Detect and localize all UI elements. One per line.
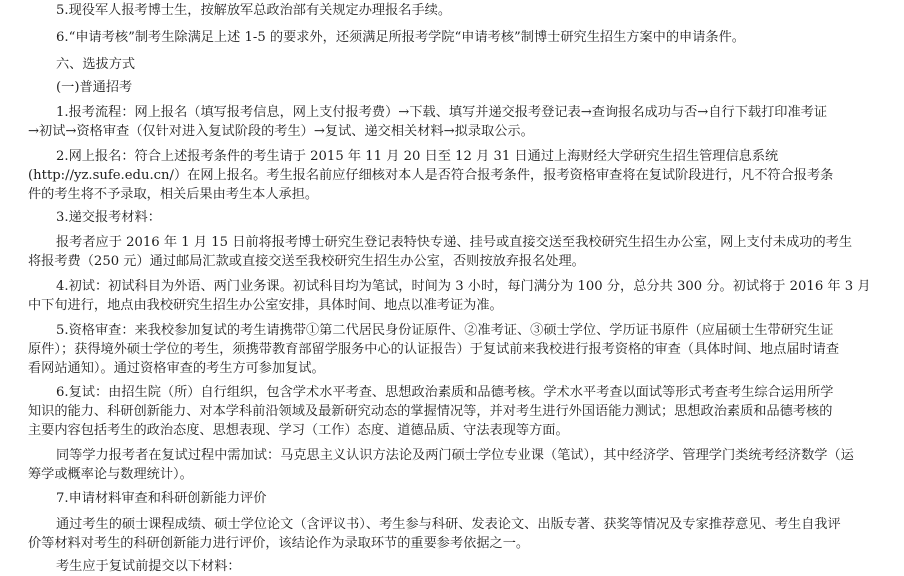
text-line: 报考者应于 2016 年 1 月 15 日前将报考博士研究生登记表特快专递、挂号或直接交送至我校研究生招生办公室，网上支付未成功的考生: [56, 235, 853, 250]
text-line: 知识的能力、科研创新能力、对本学科前沿领域及最新研究动态的掌握情况等，并对考生进行外国语能力测试；思想政治素质和品德考核的: [28, 404, 833, 419]
text-line: 原件）；获得境外硕士学位的考生，须携带教育部留学服务中心的认证报告）于复试前来我校进行报考资格的审查（具体时间、地点届时请查: [28, 342, 840, 357]
text-line: 6.复试：由招生院（所）自行组织，包含学术水平考查、思想政治素质和品德考核。学术水平考查以面试等形式考查考生综合运用所学: [56, 385, 834, 400]
text-line: 考生应于复试前提交以下材料：: [56, 559, 241, 574]
text-line: (http://yz.sufe.edu.cn/）在网上报名。考生报名前应仔细核对本人是否符合报考条件，报考资格审查将在复试阶段进行，凡不符合报考条: [28, 168, 834, 183]
text-line: 6.“申请考核”制考生除满足上述 1-5 的要求外，还须满足所报考学院“申请考核”制博士研究生招生方案中的申请条件。: [56, 30, 745, 45]
text-line: 5.资格审查：来我校参加复试的考生请携带①第二代居民身份证原件、②准考证、③硕士学位、学历证书原件（应届硕士生带研究生证: [56, 323, 834, 338]
text-line: 筹学或概率论与数理统计）。: [28, 467, 193, 482]
text-line: 看网站通知）。通过资格审查的考生方可参加复试。: [28, 361, 325, 376]
text-line: 7.申请材料审查和科研创新能力评价: [56, 491, 267, 506]
text-line: →初试→资格审查（仅针对进入复试阶段的考生）→复试、递交相关材料→拟录取公示。: [28, 124, 534, 139]
text-line: 3.递交报考材料：: [56, 210, 161, 225]
text-line: (一)普通招考: [56, 80, 133, 95]
text-line: 通过考生的硕士课程成绩、硕士学位论文（含评议书）、考生参与科研、发表论文、出版专著、获奖等情况及专家推荐意见、考生自我评: [56, 517, 841, 532]
text-line: 2.网上报名：符合上述报考条件的考生请于 2015 年 11 月 20 日至 12 月 31 日通过上海财经大学研究生招生管理信息系统: [56, 149, 779, 164]
text-line: 将报考费（250 元）通过邮局汇款或直接交送至我校研究生招生办公室，否则按放弃报名处理。: [28, 254, 585, 269]
text-line: 同等学力报考者在复试过程中需加试：马克思主义认识方法论及两门硕士学位专业课（笔试），其中经济学、管理学门类统考经济数学（运: [56, 448, 854, 463]
text-line: 4.初试：初试科目为外语、两门业务课。初试科目均为笔试，时间为 3 小时，每门满分为 100 分，总分共 300 分。初试将于 2016 年 3 月: [56, 279, 871, 294]
text-line: 中下旬进行，地点由我校研究生招生办公室安排，具体时间、地点以准考证为准。: [28, 298, 503, 313]
text-line: 1.报考流程：网上报名（填写报考信息，网上支付报考费）→下载、填写并递交报考登记表→查询报名成功与否→自行下载打印准考证: [56, 105, 828, 120]
text-line: 价等材料对考生的科研创新能力进行评价，该结论作为录取环节的重要参考依据之一。: [28, 536, 530, 551]
text-line: 5.现役军人报考博士生，按解放军总政治部有关规定办理报名手续。: [56, 3, 452, 18]
text-line: 六、选拔方式: [56, 57, 136, 72]
text-line: 主要内容包括考生的政治态度、思想表现、学习（工作）态度、道德品质、守法表现等方面。: [28, 423, 569, 438]
text-line: 件的考生将不予录取，相关后果由考生本人承担。: [28, 187, 319, 202]
